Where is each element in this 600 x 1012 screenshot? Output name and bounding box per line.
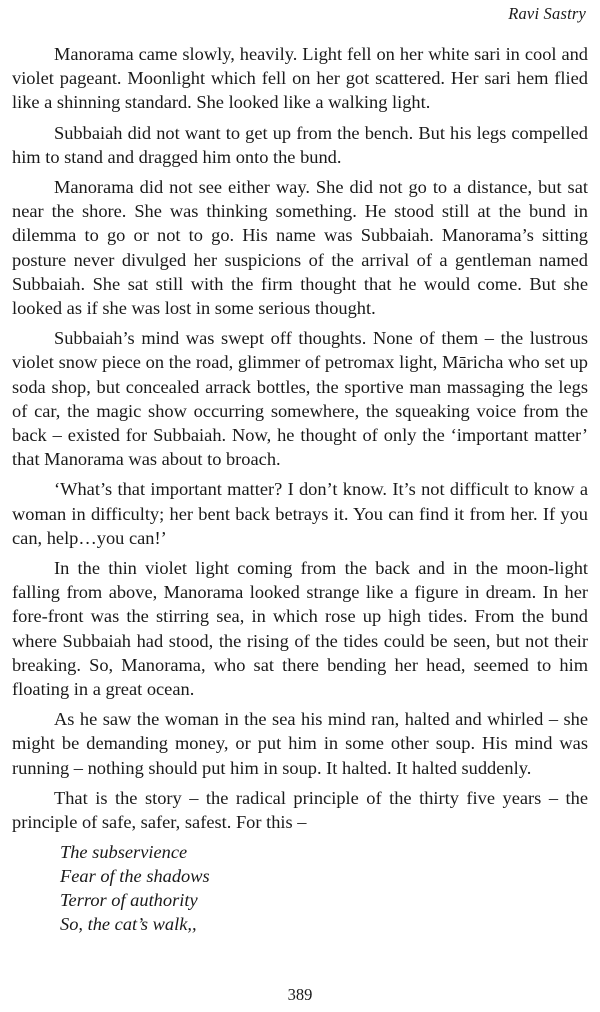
paragraph-3: Manorama did not see either way. She did not go to a distance, but sat near the shore. She was thinking something. He stood still at the bund in dilemma to go or not to go. His name was Subbaiah. Manorama’s sitting posture never divulged her suspicions of the arrival of a gentleman named Subbaiah. She sat still with the firm thought that he would come. But she looked as if she was lost in some serious thought. xyxy=(12,177,588,319)
running-head: Ravi Sastry xyxy=(508,4,586,23)
verse-line-4: So, the cat’s walk,, xyxy=(60,914,197,935)
body-text xyxy=(12,42,588,936)
paragraph-8: That is the story – the radical principle of the thirty five years – the principle of safe, safer, safest. For this – xyxy=(12,787,588,833)
paragraph-5: ‘What’s that important matter? I don’t know. It’s not difficult to know a woman in difficulty; her bent back betrays it. You can find it from her. If you can, help…you can!’ xyxy=(12,479,588,548)
page-number: 389 xyxy=(287,985,313,1004)
verse-line-2: Fear of the shadows xyxy=(60,866,210,887)
paragraph-4: Subbaiah’s mind was swept off thoughts. None of them – the lustrous violet snow piece on the road, glimmer of petromax light, Māricha who set up soda shop, but concealed arrack bottles, the sportive man massaging the legs of car, the magic show occurring somewhere, the squeaking voice from the back – existed for Subbaiah. Now, he thought of only the ‘important matter’ that Manorama was about to broach. xyxy=(12,328,588,470)
verse-line-3: Terror of authority xyxy=(60,890,198,911)
paragraph-7: As he saw the woman in the sea his mind ran, halted and whirled – she might be demanding money, or put him in some other soup. His mind was running – nothing should put him in soup. It halted. It halted suddenly. xyxy=(12,709,588,778)
paragraph-6: In the thin violet light coming from the back and in the moon-light falling from above, Manorama looked strange like a figure in dream. In her fore-front was the stirring sea, in which rose up high tides. From the bund where Subbaiah had stood, the rising of the tides could be seen, but not their breaking. So, Manorama, who sat there bending her head, seemed to him floating in a great ocean. xyxy=(12,558,588,700)
paragraph-1: Manorama came slowly, heavily. Light fell on her white sari in cool and violet pageant. Moonlight which fell on her got scattered. Her sari hem flied like a shinning standard. She looked like a walking light. xyxy=(12,44,588,113)
verse-line-1: The subservience xyxy=(60,842,188,863)
paragraph-2: Subbaiah did not want to get up from the bench. But his legs compelled him to stand and dragged him onto the bund. xyxy=(12,122,588,167)
verse-block xyxy=(12,840,588,936)
